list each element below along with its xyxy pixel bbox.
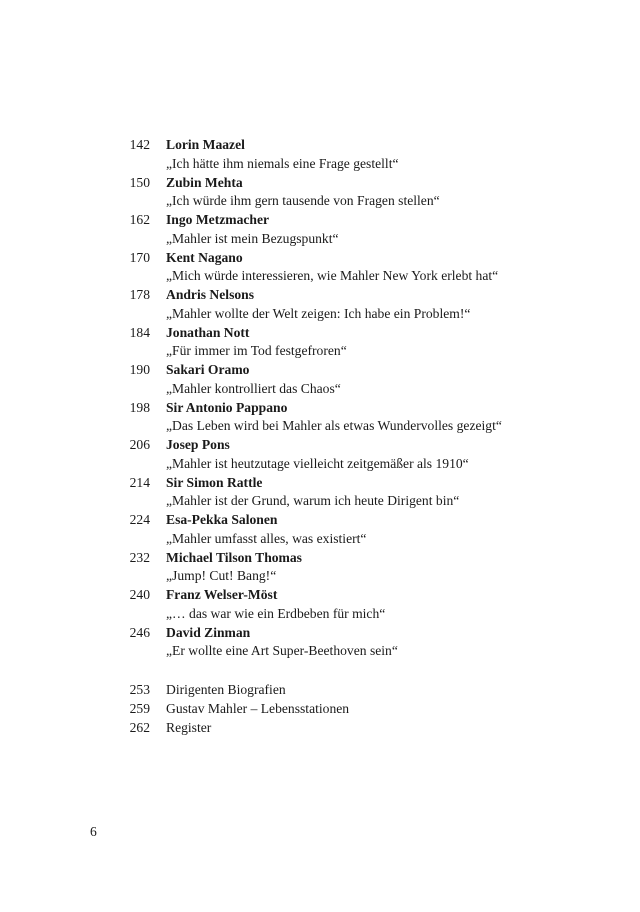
- page-number: 240: [129, 587, 150, 602]
- appendix-title: Register: [166, 719, 212, 735]
- toc-entry: [0, 474, 640, 512]
- appendix-item: [0, 700, 640, 719]
- toc-entry: [0, 174, 640, 212]
- page-number: 224: [129, 512, 150, 527]
- page-number: 178: [129, 287, 150, 302]
- toc-entry: [0, 624, 640, 662]
- conductor-name: David Zinman: [166, 624, 251, 640]
- page-number: 170: [129, 249, 150, 265]
- page-number: 206: [129, 437, 150, 452]
- page-number: 190: [129, 362, 150, 377]
- page-number: 142: [129, 137, 150, 152]
- conductor-name: Andris Nelsons: [166, 287, 255, 302]
- toc-quote-row: [0, 380, 640, 399]
- toc-entry: [0, 511, 640, 549]
- toc-entry: [0, 324, 640, 362]
- toc-name-row: [0, 174, 640, 193]
- page-number: 246: [129, 624, 150, 640]
- conductor-name: Kent Nagano: [166, 249, 243, 265]
- interview-quote: „Das Leben wird bei Mahler als etwas Wundervolles gezeigt“: [166, 418, 502, 434]
- conductor-name: Lorin Maazel: [166, 137, 245, 152]
- toc-entry: [0, 361, 640, 399]
- toc-name-row: [0, 249, 640, 268]
- toc-entry: [0, 586, 640, 624]
- conductor-name: Sir Antonio Pappano: [166, 399, 288, 415]
- interview-quote: „Mahler kontrolliert das Chaos“: [166, 380, 341, 396]
- page-number: 253: [129, 682, 150, 697]
- page-number: 150: [129, 174, 150, 190]
- conductor-name: Ingo Metzmacher: [166, 212, 270, 227]
- interview-quote: „Mahler ist mein Bezugspunkt“: [166, 230, 339, 246]
- toc-quote-row: [0, 192, 640, 211]
- toc-name-row: [0, 549, 640, 568]
- page-number: 184: [129, 324, 150, 340]
- toc-entry: [0, 249, 640, 287]
- toc-entry: [0, 136, 640, 174]
- toc-entry: [0, 549, 640, 587]
- interview-quote: „… das war wie ein Erdbeben für mich“: [166, 605, 386, 621]
- appendix-title: Dirigenten Biografien: [166, 682, 286, 697]
- toc-quote-row: [0, 492, 640, 511]
- interview-quote: „Ich würde ihm gern tausende von Fragen stellen“: [166, 193, 440, 209]
- interview-quote: „Mahler ist der Grund, warum ich heute Dirigent bin“: [166, 493, 460, 509]
- table-of-contents: [0, 136, 640, 661]
- toc-name-row: [0, 511, 640, 530]
- conductor-name: Michael Tilson Thomas: [166, 549, 302, 565]
- appendix-item: [0, 719, 640, 738]
- conductor-name: Josep Pons: [166, 437, 230, 452]
- page-number: 214: [129, 474, 150, 490]
- toc-quote-row: [0, 417, 640, 436]
- toc-quote-row: [0, 455, 640, 474]
- toc-quote-row: [0, 305, 640, 324]
- toc-entry: [0, 436, 640, 474]
- toc-quote-row: [0, 267, 640, 286]
- toc-quote-row: [0, 155, 640, 174]
- toc-quote-row: [0, 530, 640, 549]
- page-number: 198: [129, 399, 150, 415]
- toc-name-row: [0, 474, 640, 493]
- toc-quote-row: [0, 230, 640, 249]
- conductor-name: Sir Simon Rattle: [166, 474, 263, 490]
- conductor-name: Zubin Mehta: [166, 174, 243, 190]
- appendix-title: Gustav Mahler – Lebensstationen: [166, 700, 350, 716]
- folio-page-number: 6: [90, 824, 97, 839]
- interview-quote: „Er wollte eine Art Super-Beethoven sein“: [166, 643, 398, 659]
- toc-name-row: [0, 399, 640, 418]
- toc-entry: [0, 286, 640, 324]
- toc-quote-row: [0, 605, 640, 624]
- toc-name-row: [0, 436, 640, 455]
- toc-name-row: [0, 586, 640, 605]
- conductor-name: Jonathan Nott: [166, 324, 250, 340]
- page-number: 162: [129, 212, 150, 227]
- interview-quote: „Mahler wollte der Welt zeigen: Ich habe ein Problem!“: [166, 305, 471, 321]
- toc-quote-row: [0, 642, 640, 661]
- toc-name-row: [0, 136, 640, 155]
- page-number: 262: [129, 719, 150, 735]
- conductor-name: Sakari Oramo: [166, 362, 250, 377]
- interview-quote: „Mahler umfasst alles, was existiert“: [166, 530, 367, 546]
- toc-entry: [0, 211, 640, 249]
- conductor-name: Franz Welser-Möst: [166, 587, 278, 602]
- appendix-item: [0, 681, 640, 700]
- toc-name-row: [0, 324, 640, 343]
- interview-quote: „Für immer im Tod festgefroren“: [166, 343, 347, 359]
- interview-quote: „Ich hätte ihm niemals eine Frage gestellt“: [166, 155, 399, 171]
- page-number: 259: [129, 700, 150, 716]
- interview-quote: „Jump! Cut! Bang!“: [166, 568, 277, 584]
- toc-name-row: [0, 624, 640, 643]
- toc-name-row: [0, 211, 640, 230]
- toc-quote-row: [0, 567, 640, 586]
- toc-name-row: [0, 286, 640, 305]
- toc-name-row: [0, 361, 640, 380]
- toc-quote-row: [0, 342, 640, 361]
- toc-entry: [0, 399, 640, 437]
- page-number: 232: [129, 549, 150, 565]
- interview-quote: „Mich würde interessieren, wie Mahler New York erlebt hat“: [166, 268, 499, 284]
- conductor-name: Esa-Pekka Salonen: [166, 512, 278, 527]
- appendix-list: [0, 681, 640, 737]
- interview-quote: „Mahler ist heutzutage vielleicht zeitgemäßer als 1910“: [166, 455, 469, 471]
